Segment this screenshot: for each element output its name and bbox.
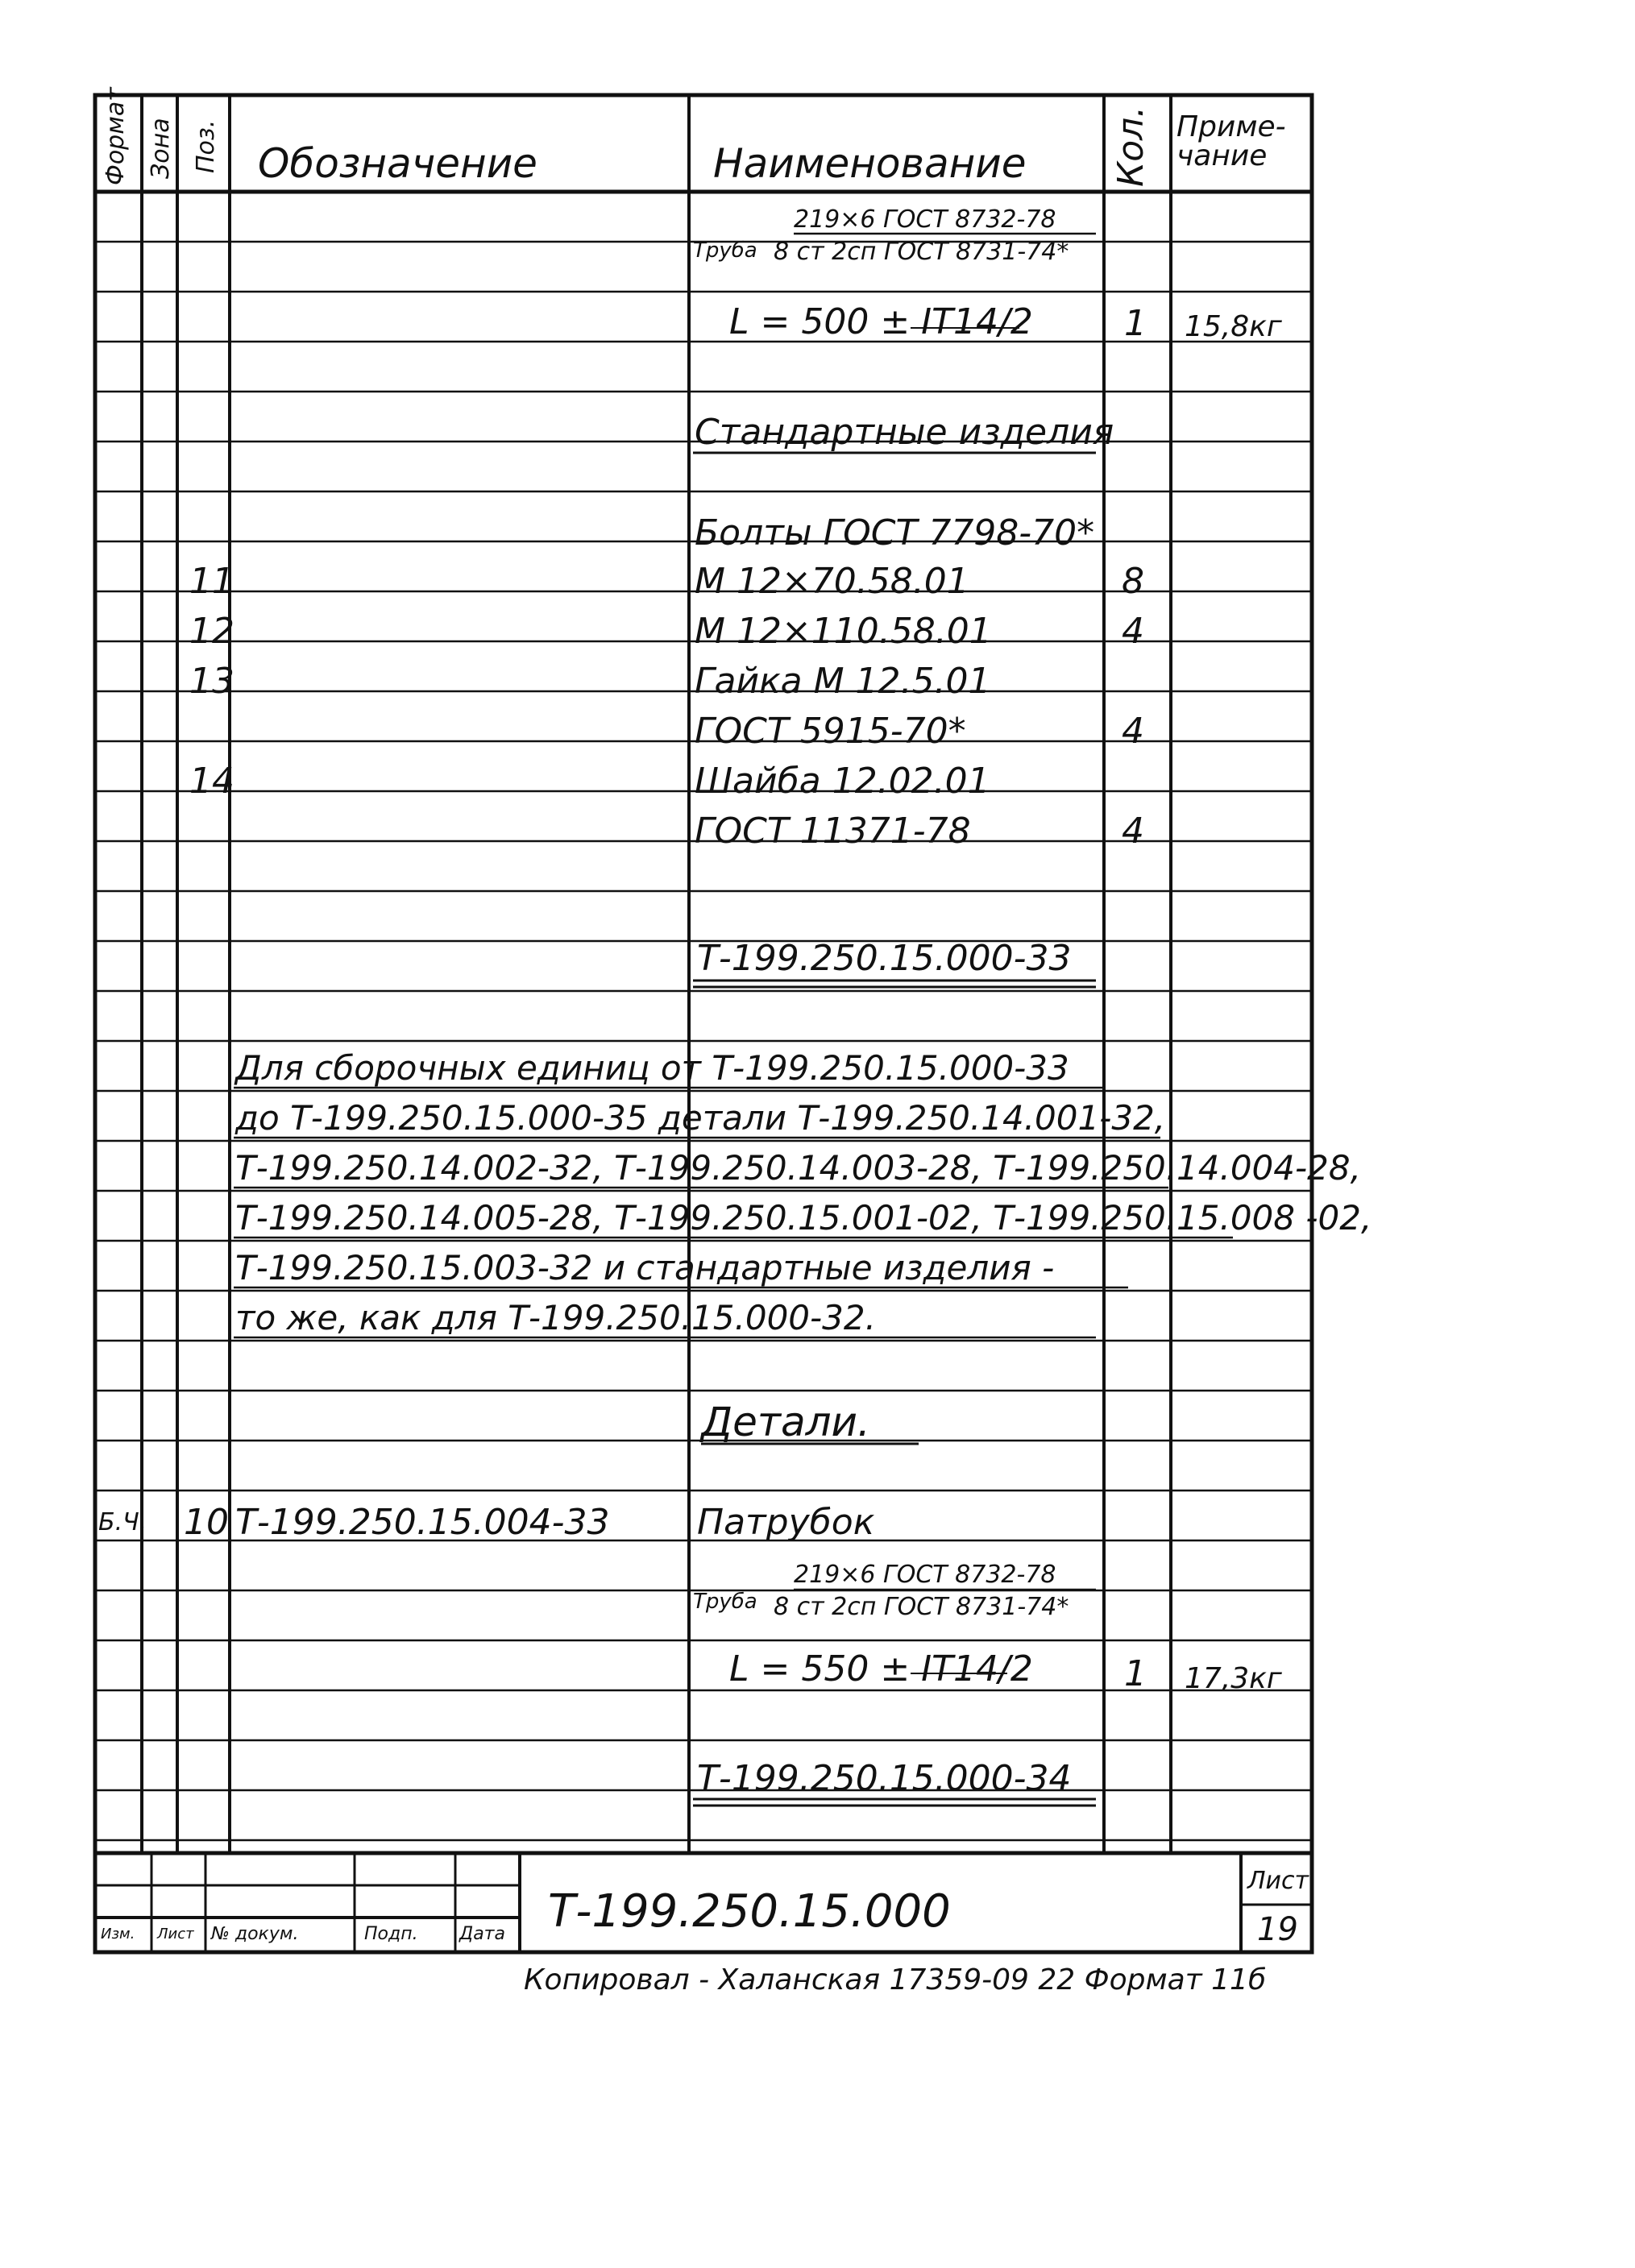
title-col-date: Дата: [459, 1924, 505, 1944]
title-col-doc: № докум.: [211, 1924, 299, 1944]
sheet-number: 19: [1257, 1911, 1298, 1948]
pipe1-prefix: Труба: [693, 238, 757, 263]
item-12-qty: 4: [1122, 611, 1144, 652]
pipe1-note: 15,8кг: [1185, 310, 1282, 343]
item-14-qty: 4: [1122, 811, 1144, 852]
header-name: Наименование: [713, 140, 1027, 187]
item-11-qty: 8: [1122, 561, 1144, 602]
item-11-name: М 12×70.58.01: [695, 561, 969, 602]
note-line-3: Т-199.250.14.002-32, Т-199.250.14.003-28, Т-199.250.14.004-28,: [235, 1148, 1361, 1188]
item-10-designation: Т-199.250.15.004-33: [235, 1502, 610, 1543]
header-note: Приме-чание: [1176, 110, 1286, 172]
header-qty: Кол.: [1110, 106, 1152, 187]
item-14-standard: ГОСТ 11371-78: [695, 811, 971, 852]
pipe2-prefix: Труба: [693, 1590, 757, 1614]
footer-copied-label: Копировал - Халанская: [524, 1963, 881, 1996]
note-line-1: Для сборочных единиц от Т-199.250.15.000-33: [235, 1048, 1069, 1088]
assembly-code-33: Т-199.250.15.000-33: [697, 938, 1072, 979]
header-zone: Зона: [147, 118, 175, 179]
header-format: Формат: [102, 87, 130, 185]
pipe2-note: 17,3кг: [1185, 1662, 1282, 1695]
document-code: Т-199.250.15.000: [548, 1885, 951, 1938]
pos-11: 11: [189, 561, 234, 602]
item-14-name: Шайба 12.02.01: [695, 761, 990, 802]
pipe2-length: L = 550 ± IT14/2: [729, 1648, 1033, 1690]
pipe2-top: 219×6 ГОСТ 8732-78: [794, 1561, 1056, 1589]
item-13-qty: 4: [1122, 711, 1144, 752]
pipe1-bottom: 8 ст 2сп ГОСТ 8731-74*: [774, 238, 1069, 266]
note-line-6: то же, как для Т-199.250.15.000-32.: [235, 1298, 876, 1337]
item-13-standard: ГОСТ 5915-70*: [695, 711, 966, 752]
header-pos: Поз.: [192, 119, 220, 173]
title-col-list: Лист: [157, 1926, 194, 1943]
pipe1-top: 219×6 ГОСТ 8732-78: [794, 205, 1056, 234]
item-12-name: М 12×110.58.01: [695, 611, 992, 652]
pipe1-qty: 1: [1124, 303, 1147, 344]
note-line-4: Т-199.250.14.005-28, Т-199.250.15.001-02, Т-199.250.15.008 -02,: [235, 1198, 1372, 1238]
bolts-standard: Болты ГОСТ 7798-70*: [695, 512, 1095, 554]
footer-order: 17359-09 22: [889, 1963, 1076, 1996]
pipe1-length: L = 500 ± IT14/2: [729, 301, 1033, 342]
pos-14: 14: [189, 761, 234, 802]
item-10-format: Б.Ч.: [98, 1508, 147, 1536]
pos-13: 13: [189, 661, 234, 702]
title-col-izm: Изм.: [101, 1926, 135, 1943]
section-standard-items: Стандартные изделия: [695, 412, 1114, 453]
item-10-name: Патрубок: [697, 1502, 875, 1543]
footer-format: Формат 11б: [1084, 1963, 1267, 1996]
pipe2-qty: 1: [1124, 1653, 1147, 1694]
pos-12: 12: [189, 611, 234, 652]
pos-10: 10: [184, 1502, 229, 1543]
note-line-2: до Т-199.250.15.000-35 детали Т-199.250.14.001-32,: [235, 1098, 1166, 1138]
pipe2-bottom: 8 ст 2сп ГОСТ 8731-74*: [774, 1593, 1069, 1621]
section-details: Детали.: [701, 1399, 870, 1445]
note-line-5: Т-199.250.15.003-32 и стандартные изделия -: [235, 1248, 1055, 1287]
item-13-name: Гайка М 12.5.01: [695, 661, 991, 702]
header-designation: Обозначение: [258, 140, 537, 187]
sheet-label: Лист: [1247, 1867, 1309, 1895]
footer-copied-by: [524, 1963, 1267, 1996]
assembly-code-34: Т-199.250.15.000-34: [697, 1758, 1072, 1799]
title-col-sign: Подп.: [364, 1924, 418, 1944]
